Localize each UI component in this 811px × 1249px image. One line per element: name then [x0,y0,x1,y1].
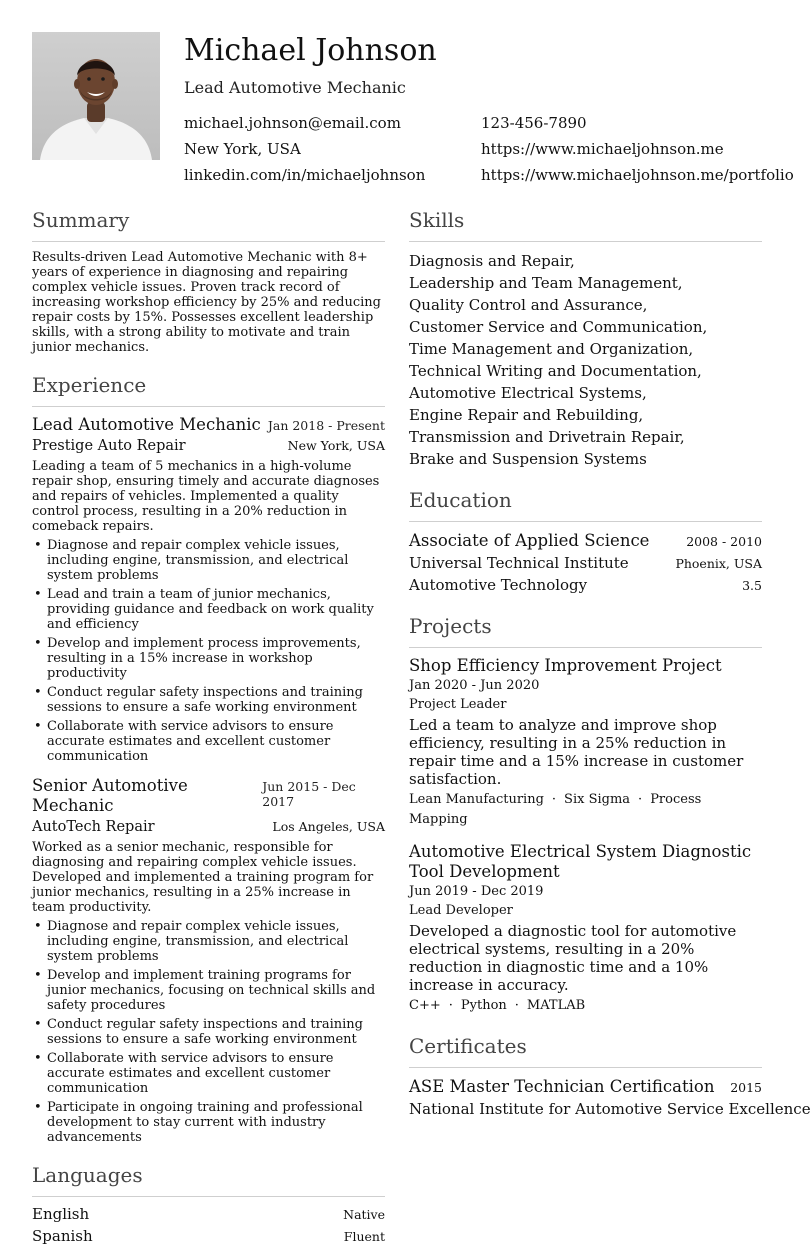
project-role: Project Leader [409,697,507,712]
list-item: • Develop and implement process improvements, resulting in a 15% increase in workshop productivity [32,636,385,681]
skill-item: Time Management and Organization, [409,340,694,358]
linkedin-link[interactable]: linkedin.com/in/michaeljohnson [184,166,426,184]
skill-item: Technical Writing and Documentation, [409,362,702,380]
skill-item: Transmission and Drivetrain Repair, [409,428,685,446]
skill-item: Engine Repair and Rebuilding, [409,406,644,424]
job-company: AutoTech Repair [32,819,155,835]
certificate-row [409,1076,762,1098]
projects-heading: Projects [409,614,762,648]
skills-list [409,250,762,470]
job-date: Jan 2018 - Present [267,418,385,433]
project-title: Shop Efficiency Improvement Project [409,656,722,675]
portrait-image [32,32,160,160]
education-gpa: 3.5 [742,578,762,593]
language-row [32,1227,385,1249]
job-description: Leading a team of 5 mechanics in a high-volume repair shop, ensuring timely and accurate diagnoses and repairs of vehicles. Implemented a quality control process, resulting in a 20% reduction in comeback repairs. [32,459,380,534]
list-item: • Diagnose and repair complex vehicle issues, including engine, transmission, and electrical system problems [32,919,385,964]
right-column [409,208,811,1120]
language-name: English [32,1205,90,1223]
list-item: • Lead and train a team of junior mechanics, providing guidance and feedback on work quality and efficiency [32,587,385,632]
list-item: • Conduct regular safety inspections and training sessions to ensure a safe working environment [32,685,385,715]
summary-heading: Summary [32,208,385,242]
skill-item: Quality Control and Assurance, [409,296,648,314]
tag: C++ [409,998,441,1013]
education-row [409,530,762,552]
job-bullets [32,538,385,764]
job-location: New York, USA [287,438,385,453]
language-level: Native [343,1207,385,1222]
project-tags [409,790,762,830]
job-bullets [32,919,385,1145]
job-company: Prestige Auto Repair [32,438,186,454]
language-name: Spanish [32,1227,93,1245]
list-item: • Conduct regular safety inspections and training sessions to ensure a safe working environment [32,1017,385,1047]
project-title: Automotive Electrical System Diagnostic Tool Development [409,842,752,881]
portfolio-link[interactable]: https://www.michaeljohnson.me/portfolio [481,166,794,184]
summary-text: Results-driven Lead Automotive Mechanic with 8+ years of experience in diagnosing and repairing complex vehicle issues. Proven track record of increasing workshop efficiency by 25% and reducing repair costs by 15%. Possesses excellent leadership skills, with a strong ability to motivate and train junior mechanics. [32,250,381,355]
education-field: Automotive Technology [409,576,588,594]
email-link[interactable]: michael.johnson@email.com [184,114,401,132]
education-school: Universal Technical Institute [409,554,629,572]
job-date: Jun 2015 - Dec 2017 [262,779,356,809]
project-entry [409,842,762,1016]
job-title: Senior Automotive Mechanic [32,776,188,815]
certificate-year: 2015 [730,1080,762,1095]
project-dates: Jan 2020 - Jun 2020 [409,678,540,693]
project-description: Developed a diagnostic tool for automotive electrical systems, resulting in a 20% reduction in diagnostic time and a 10% increase in accuracy. [409,922,737,994]
job-entry [32,415,385,764]
tag-separator: · [448,998,453,1013]
certificate-issuer: National Institute for Automotive Service Excellence [409,1100,811,1118]
job-entry [32,776,385,1145]
tag-separator: · [514,998,519,1013]
tag: Lean Manufacturing [409,792,544,807]
tag: Python [460,998,507,1013]
candidate-role: Lead Automotive Mechanic [184,78,406,97]
project-entry [409,656,762,830]
job-description: Worked as a senior mechanic, responsible for diagnosing and repairing complex vehicle issues. Developed and implemented a training program for junior mechanics, resulting in a 25% increase in team productivity. [32,840,374,915]
certificate-title: ASE Master Technician Certification [409,1077,715,1096]
project-dates: Jun 2019 - Dec 2019 [409,884,544,899]
skill-item: Brake and Suspension Systems [409,450,647,468]
education-location: Phoenix, USA [675,556,762,571]
job-title: Lead Automotive Mechanic [32,415,261,434]
location-text: New York, USA [184,140,301,158]
skill-item: Customer Service and Communication, [409,318,708,336]
tag-separator: · [551,792,557,807]
languages-heading: Languages [32,1163,385,1197]
education-row [409,552,762,574]
education-row [409,574,762,596]
list-item: • Collaborate with service advisors to ensure accurate estimates and excellent customer communication [32,719,385,764]
skill-item: Automotive Electrical Systems, [409,384,647,402]
skills-heading: Skills [409,208,762,242]
skill-item: Leadership and Team Management, [409,274,683,292]
language-row [32,1205,385,1227]
list-item: • Develop and implement training programs for junior mechanics, focusing on technical skills and safety procedures [32,968,385,1013]
project-description: Led a team to analyze and improve shop efficiency, resulting in a 25% reduction in repair time and a 15% increase in customer satisfaction. [409,716,744,788]
profile-photo [32,32,160,160]
skill-item: Diagnosis and Repair, [409,252,575,270]
tag: MATLAB [526,998,586,1013]
certificates-heading: Certificates [409,1034,762,1068]
tag: Six Sigma [564,792,631,807]
education-dates: 2008 - 2010 [686,534,762,549]
education-heading: Education [409,488,762,522]
left-column [32,208,385,1249]
phone-number[interactable]: 123-456-7890 [481,114,587,132]
website-link[interactable]: https://www.michaeljohnson.me [481,140,724,158]
language-level: Fluent [343,1229,385,1244]
tag: Process Mapping [409,792,702,827]
education-degree: Associate of Applied Science [409,531,650,550]
project-tags [409,996,762,1016]
list-item: • Participate in ongoing training and professional development to stay current with industry advancements [32,1100,385,1145]
candidate-name: Michael Johnson [184,33,437,68]
list-item: • Diagnose and repair complex vehicle issues, including engine, transmission, and electrical system problems [32,538,385,583]
job-location: Los Angeles, USA [272,819,385,834]
experience-heading: Experience [32,373,385,407]
tag-separator: · [638,792,643,807]
project-role: Lead Developer [409,903,513,918]
list-item: • Collaborate with service advisors to ensure accurate estimates and excellent customer communication [32,1051,385,1096]
